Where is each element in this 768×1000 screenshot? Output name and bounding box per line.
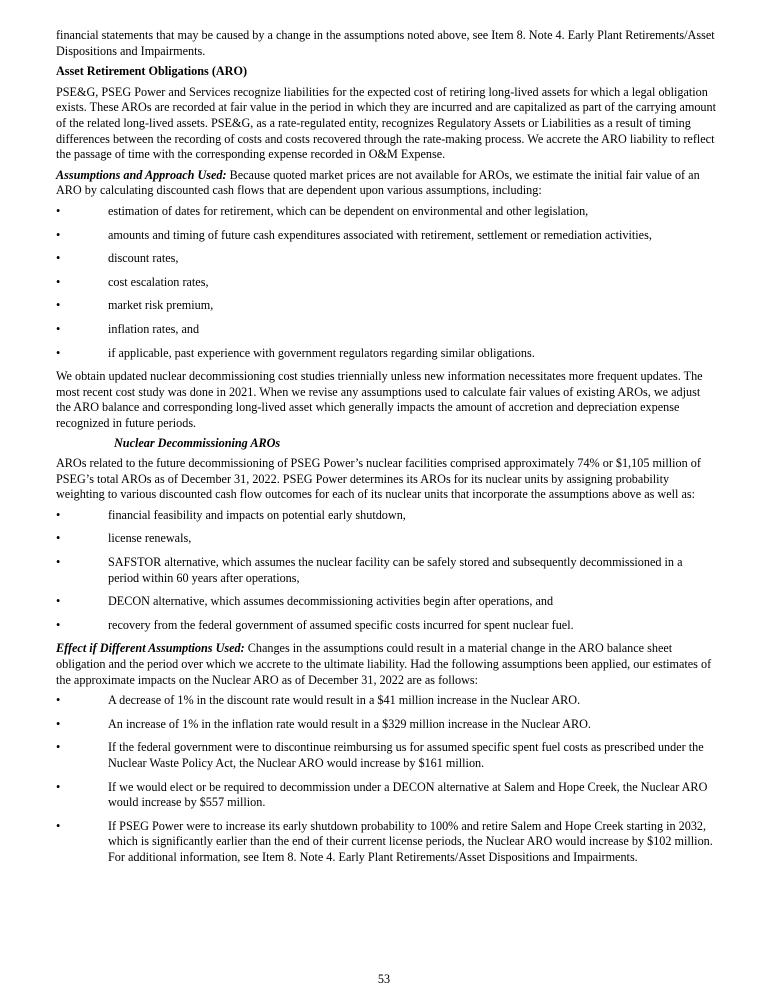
bullet-icon: •	[56, 274, 61, 289]
nuclear-list	[56, 508, 716, 634]
list-item-text: An increase of 1% in the inflation rate would result in a $329 million increase in the Nuclear ARO.	[108, 716, 591, 731]
bullet-icon: •	[56, 345, 61, 360]
bullet-icon: •	[56, 531, 61, 546]
assumption-list	[56, 204, 716, 361]
list-item-text: If we would elect or be required to decommission under a DECON alternative at Salem and Hope Creek, the Nuclear ARO would increase by $557 million.	[108, 779, 708, 810]
nuclear-paragraph: AROs related to the future decommissioning of PSEG Power’s nuclear facilities comprised approximately 74% or $1,105 million of PSEG’s total AROs as of December 31, 2022. PSEG Power determines its AROs for its nuclear units by assigning probability weighting to various discounted cash flow outcomes for each of its nuclear units that incorporate the assumptions above as well as:	[56, 456, 701, 502]
assumptions-paragraph	[56, 168, 716, 199]
list-item	[56, 251, 716, 267]
list-item-text: recovery from the federal government of assumed specific costs incurred for spent nuclear fuel.	[108, 617, 574, 632]
list-item	[56, 204, 716, 220]
document-page	[56, 28, 716, 874]
list-item-text: discount rates,	[108, 251, 179, 266]
list-item-text: amounts and timing of future cash expenditures associated with retirement, settlement or remediation activities,	[108, 227, 652, 242]
list-item-text: A decrease of 1% in the discount rate would result in a $41 million increase in the Nuclear ARO.	[108, 693, 581, 708]
list-item	[56, 322, 716, 338]
assumptions-text: Because quoted market prices are not available for AROs, we estimate the initial fair value of an ARO by calculating discounted cash flows that are dependent upon various assumptions, including:	[56, 167, 700, 198]
list-item-text: SAFSTOR alternative, which assumes the nuclear facility can be safely stored and subsequently decommissioned in a period within 60 years after operations,	[108, 555, 683, 585]
list-item	[56, 693, 716, 709]
list-item	[56, 819, 716, 866]
list-item-text: DECON alternative, which assumes decommissioning activities begin after operations, and	[108, 594, 554, 609]
list-item-text: cost escalation rates,	[108, 274, 209, 289]
list-item	[56, 228, 716, 244]
bullet-icon: •	[56, 298, 61, 313]
list-item	[56, 618, 716, 634]
effect-label: Effect if Different Assumptions Used:	[56, 641, 245, 656]
bullet-icon: •	[56, 321, 61, 336]
list-item-text: license renewals,	[108, 531, 192, 546]
list-item	[56, 298, 716, 314]
bullet-icon: •	[56, 818, 61, 833]
bullet-icon: •	[56, 227, 61, 242]
list-item	[56, 717, 716, 733]
effect-text: Changes in the assumptions could result in a material change in the ARO balance sheet obligation and the period over which we accrete to the ultimate liability. Had the following assumptions been applied, our estimates of the approximate impacts on the Nuclear ARO as of December 31, 2022 are as follows:	[56, 641, 712, 687]
nuclear-heading: Nuclear Decommissioning AROs	[114, 436, 281, 451]
list-item	[56, 508, 716, 524]
aro-paragraph: PSE&G, PSEG Power and Services recognize liabilities for the expected cost of retiring long-lived assets for which a legal obligation exists. These AROs are recorded at fair value in the period in which they are incurred and are capitalized as part of the carrying amount of the related long-lived assets. PSE&G, as a rate-regulated entity, recognizes Regulatory Assets or Liabilities as a result of timing differences between the recording of costs and costs recovered through the rate-making process. We accrete the ARO liability to reflect the passage of time with the corresponding expense recorded in O&M Expense.	[56, 84, 717, 162]
bullet-icon: •	[56, 555, 61, 570]
page-number: 53	[377, 972, 391, 986]
list-item-text: estimation of dates for retirement, which can be dependent on environmental and other legislation,	[108, 203, 589, 218]
list-item	[56, 740, 716, 771]
list-item	[56, 346, 716, 362]
bullet-icon: •	[56, 251, 61, 266]
list-item	[56, 555, 716, 586]
list-item-text: market risk premium,	[108, 298, 214, 313]
list-item	[56, 780, 716, 811]
list-item-text: if applicable, past experience with government regulators regarding similar obligations.	[108, 345, 535, 360]
effect-list	[56, 693, 716, 865]
bullet-icon: •	[56, 740, 61, 755]
bullet-icon: •	[56, 779, 61, 794]
bullet-icon: •	[56, 507, 61, 522]
list-item-text: If the federal government were to discontinue reimbursing us for assumed specific spent fuel costs as prescribed under the Nuclear Waste Policy Act, the Nuclear ARO would increase by $161 million.	[108, 740, 704, 770]
effect-paragraph	[56, 641, 716, 688]
bullet-icon: •	[56, 203, 61, 218]
assumptions-label: Assumptions and Approach Used:	[56, 167, 227, 182]
cost-study-paragraph: We obtain updated nuclear decommissioning cost studies triennially unless new information necessitates more frequent updates. The most recent cost study was done in 2021. When we revise any assumptions used to calculate fair values of existing AROs, we adjust the ARO balance and corresponding long-lived asset which generally impacts the amount of accretion and depreciation expense recognized in future periods.	[56, 369, 703, 430]
bullet-icon: •	[56, 716, 61, 731]
list-item	[56, 531, 716, 547]
bullet-icon: •	[56, 594, 61, 609]
list-item-text: financial feasibility and impacts on potential early shutdown,	[108, 507, 406, 522]
list-item-text: inflation rates, and	[108, 321, 200, 336]
list-item	[56, 275, 716, 291]
list-item	[56, 594, 716, 610]
bullet-icon: •	[56, 617, 61, 632]
aro-heading: Asset Retirement Obligations (ARO)	[56, 64, 248, 79]
intro-paragraph: financial statements that may be caused by a change in the assumptions noted above, see Item 8. Note 4. Early Plant Retirements/Asset Dispositions and Impairments.	[56, 28, 715, 58]
list-item-text: If PSEG Power were to increase its early shutdown probability to 100% and retire Salem and Hope Creek starting in 2032, which is significantly earlier than the end of their current license periods, the Nuclear ARO would increase by $102 million. For additional information, see Item 8. Note 4. Early Plant Retirements/Asset Dispositions and Impairments.	[108, 818, 713, 864]
bullet-icon: •	[56, 693, 61, 708]
